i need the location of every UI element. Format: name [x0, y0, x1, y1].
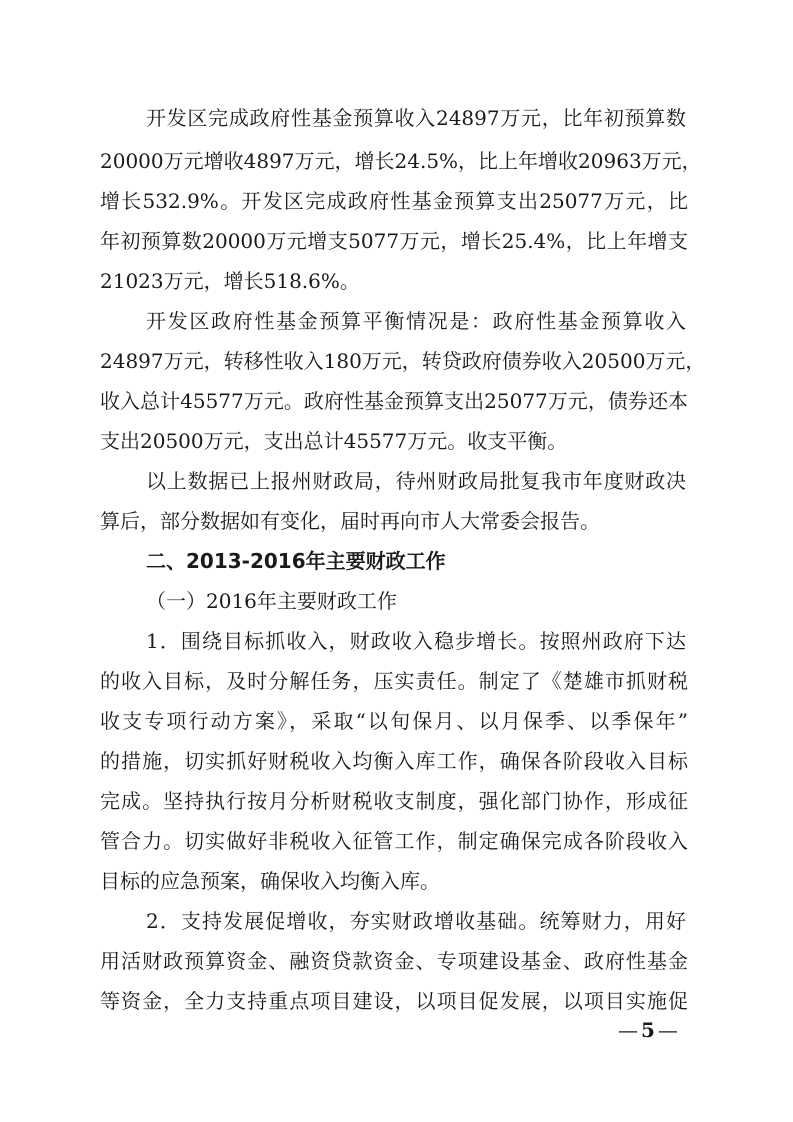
subsection-heading: （一）2016年主要财政工作	[146, 589, 397, 613]
paragraph-1-line-1: 开发区完成政府性基金预算收入24897万元，比年初预算数	[146, 106, 686, 130]
paragraph-4-line-1: 1．围绕目标抓收入，财政收入稳步增长。按照州政府下达	[146, 629, 686, 653]
page-number-dash-left: —	[618, 1018, 638, 1042]
paragraph-4-line-6: 管合力。切实做好非税收入征管工作，制定确保完成各阶段收入	[100, 829, 688, 853]
paragraph-5-line-2: 用活财政预算资金、融资贷款资金、专项建设基金、政府性基金	[100, 949, 688, 973]
paragraph-5-line-1: 2．支持发展促增收，夯实财政增收基础。统筹财力，用好	[146, 909, 686, 933]
page-number-footer	[618, 1016, 678, 1044]
paragraph-1-line-2: 20000万元增收4897万元，增长24.5%，比上年增收20963万元，	[100, 149, 702, 173]
paragraph-2-line-1: 开发区政府性基金预算平衡情况是：政府性基金预算收入	[146, 309, 686, 333]
page-number: 5	[641, 1018, 655, 1042]
paragraph-4-line-4: 的措施，切实抓好财税收入均衡入库工作，确保各阶段收入目标	[100, 749, 688, 773]
paragraph-4-line-7: 目标的应急预案，确保收入均衡入库。	[100, 869, 440, 893]
paragraph-4-line-5: 完成。坚持执行按月分析财税收支制度，强化部门协作，形成征	[100, 789, 688, 813]
paragraph-4-line-3: 收支专项行动方案》，采取“以旬保月、以月保季、以季保年”	[100, 709, 688, 733]
paragraph-4-line-2: 的收入目标，及时分解任务，压实责任。制定了《楚雄市抓财税	[100, 669, 688, 693]
paragraph-5-line-3: 等资金，全力支持重点项目建设，以项目促发展，以项目实施促	[100, 989, 688, 1013]
section-heading: 二、2013-2016年主要财政工作	[146, 549, 446, 573]
paragraph-3-line-1: 以上数据已上报州财政局，待州财政局批复我市年度财政决	[146, 469, 686, 493]
page-number-dash-right: —	[657, 1018, 678, 1042]
paragraph-2-line-4: 支出20500万元，支出总计45577万元。收支平衡。	[100, 429, 568, 453]
paragraph-1-line-3: 增长532.9%。开发区完成政府性基金预算支出25077万元，比	[100, 189, 688, 213]
paragraph-1-line-4: 年初预算数20000万元增支5077万元，增长25.4%，比上年增支	[100, 229, 688, 253]
paragraph-1-line-5: 21023万元，增长518.6%。	[100, 269, 360, 293]
paragraph-3-line-2: 算后，部分数据如有变化，届时再向市人大常委会报告。	[100, 509, 600, 533]
paragraph-2-line-2: 24897万元，转移性收入180万元，转贷政府债券收入20500万元，	[100, 349, 706, 373]
paragraph-2-line-3: 收入总计45577万元。政府性基金预算支出25077万元，债券还本	[100, 389, 688, 413]
